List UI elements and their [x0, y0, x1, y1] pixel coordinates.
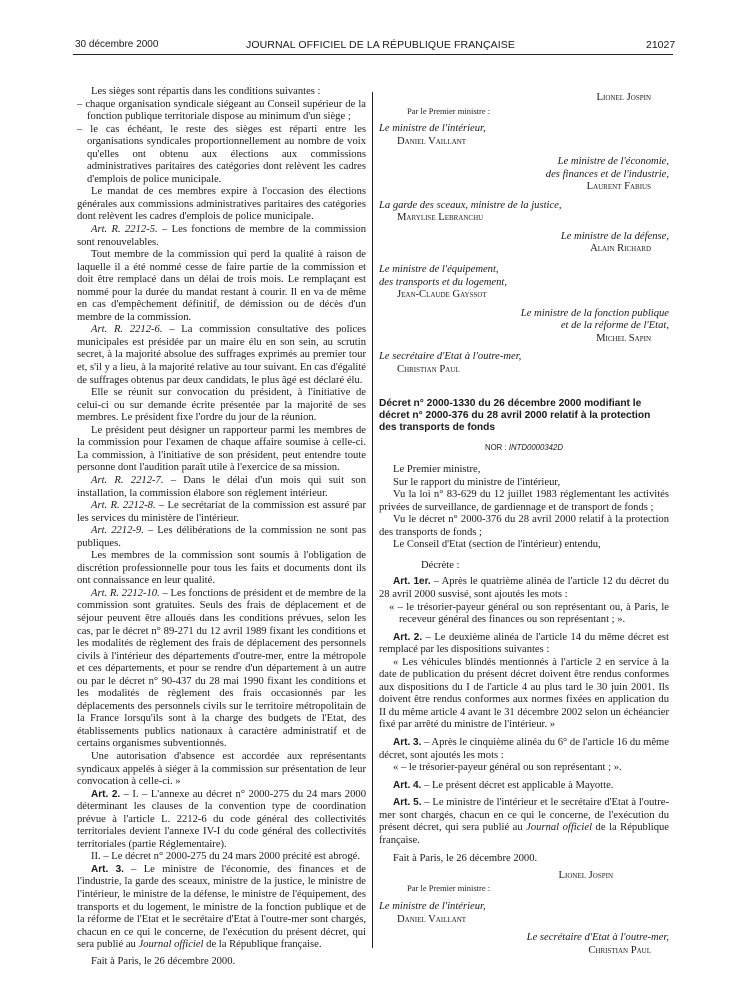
- paragraph: Vu le décret n° 2000-376 du 28 avril 2000 relatif à la protection des transports de fonds ;: [379, 514, 669, 538]
- article-text: de la République française.: [203, 939, 322, 951]
- header-rule: [73, 54, 673, 55]
- article-ref: Art. R. 2212-7.: [91, 474, 164, 486]
- signer-name: Daniel Vaillant: [397, 913, 467, 925]
- article-text: – Les fonctions de membre de la commission sont renouvelables.: [77, 224, 366, 248]
- article-text: – Le ministre de l'intérieur et le secrétaire d'Etat à l'outre-mer sont chargés, chacun en ce qui le concerne, de l'exécution du présent décret, qui sera publié au: [379, 797, 669, 834]
- signer-title: des finances et de l'industrie,: [545, 168, 669, 180]
- article-ref: Art. R. 2212-8.: [91, 500, 156, 512]
- article-text: – Après le quatrième alinéa de l'article 12 du décret du 28 avril 2000 susvisé, sont ajoutés les mots :: [379, 576, 669, 600]
- signer-title: Le ministre de l'intérieur,: [379, 901, 486, 912]
- article-text: – Le secrétariat de la commission est assuré par les services du ministère de l'intérieur.: [77, 500, 366, 524]
- done-at: Fait à Paris, le 26 décembre 2000.: [393, 853, 538, 865]
- article-2: [77, 789, 366, 852]
- done-at: Fait à Paris, le 26 décembre 2000.: [91, 955, 236, 967]
- article-2: [379, 632, 669, 657]
- paragraph: Tout membre de la commission qui perd la qualité à raison de laquelle il a été nommé cesse de faire partie de la commission et doit être remplacé dans un délai de trois mois. Le remplaçant est nommé pour la durée du mandat restant à courir. Il en va de même en cas d'empêchement définitif, de démission ou de décès d'un membre de la commission.: [77, 249, 366, 323]
- paragraph: Le Conseil d'Etat (section de l'intérieur) entendu,: [393, 539, 601, 551]
- nor-reference: [379, 442, 669, 455]
- signer-title: Le ministre de la défense,: [560, 230, 669, 242]
- article-text: – Le ministre de l'économie, des finances et de l'industrie, la garde des sceaux, ministre de la justice, le ministre de l'intérieur, le ministre de la défense, le ministre de l'équipement, des transports et du logement, le ministre de la fonction publique et de la réforme de l'Etat et le secrétaire d'Etat à l'outre-mer sont chargés, chacun en ce qui le concerne, de l'exécution du présent décret, qui sera publié au: [77, 863, 367, 951]
- left-column: [77, 86, 366, 968]
- paragraph: Le Premier ministre,: [393, 464, 481, 476]
- article-paragraph: [77, 324, 366, 387]
- signer-title: Le secrétaire d'Etat à l'outre-mer,: [379, 351, 522, 363]
- article-text: – Le présent décret est applicable à Mayotte.: [421, 779, 614, 791]
- article-text: – Dans le délai d'un mois qui suit son installation, la commission élabore son règlement intérieur.: [77, 474, 366, 499]
- paragraph: Les membres de la commission sont soumis à l'obligation de discrétion professionnelle pour tous les faits et documents dont ils ont connaissance en leur qualité.: [77, 550, 366, 587]
- article-lead: Art. 2.: [393, 631, 423, 643]
- column-separator: [372, 92, 373, 948]
- signer-title: et de la réforme de l'Etat,: [560, 320, 669, 332]
- header-date: 30 décembre 2000: [75, 39, 159, 50]
- signatures-block: [379, 92, 669, 376]
- signer-name: Jean-Claude Gayssot: [397, 289, 487, 301]
- right-column: [379, 92, 669, 957]
- signer-name: Lionel Jospin: [596, 92, 651, 103]
- nor-code: INTD0000342D: [508, 442, 563, 452]
- dash-item: – chaque organisation syndicale siégeant au Conseil supérieur de la fonction publique territoriale dispose au minimum d'un siège ;: [77, 98, 366, 123]
- article-paragraph: [77, 588, 366, 751]
- article-3: [379, 737, 669, 762]
- signer-name: Christian Paul: [588, 944, 651, 956]
- signer-title: Le ministre de la fonction publique: [520, 307, 669, 319]
- paragraph: Une autorisation d'absence est accordée aux représentants syndicaux appelés à siéger à la commission sur présentation de leur convocation à celle-ci. »: [77, 750, 366, 788]
- signer-name: Daniel Vaillant: [397, 135, 467, 147]
- signer-title: des transports et du logement,: [379, 276, 507, 288]
- quoted-text: « – le trésorier-payeur général ou son représentant ; ».: [393, 762, 622, 774]
- article-lead: Art. 5.: [393, 797, 422, 809]
- paragraph: Elle se réunit sur convocation du président, à l'initiative de celui-ci ou sur demande écrite présentée par la majorité de ses membres. Le président fixe l'ordre du jour de la réunion.: [77, 387, 366, 424]
- article-paragraph: [77, 500, 366, 525]
- signer-name: Christian Paul: [397, 363, 460, 375]
- quoted-text: « – le trésorier-payeur général ou son représentant ou, à Paris, le receveur général des finances ou son représentant ; ».: [389, 601, 669, 626]
- signer-title: La garde des sceaux, ministre de la justice,: [379, 199, 562, 211]
- signer-name: Lionel Jospin: [558, 869, 613, 881]
- article-text: – I. – L'annexe au décret n° 2000-275 du 24 mars 2000 déterminant les clauses de la convention type de coordination prévue à l'article L. 2212-6 du code général des collectivités territoriales devient l'annexe IV-I du code général des collectivités territoriales (partie Réglementaire).: [77, 788, 366, 850]
- article-text: – La commission consultative des polices municipales est présidée par un maire élu en son sein, au scrutin secret, à la majorité absolue des suffrages exprimés au premier tour et, s'il y a lieu, à la majorité relative au tour suivant. En cas d'égalité de suffrages obtenus par deux candidats, le plus âgé est déclaré élu.: [77, 324, 367, 386]
- page-header: [0, 0, 748, 51]
- article-1: [379, 576, 669, 601]
- article-text: – Les délibérations de la commission ne sont pas publiques.: [77, 525, 366, 549]
- article-ref: Art. R. 2212-6.: [91, 324, 163, 336]
- article-text: – Le deuxième alinéa de l'article 14 du même décret est remplacé par les dispositions suivantes :: [379, 631, 669, 656]
- paragraph: Le président peut désigner un rapporteur parmi les membres de la commission pour l'examen de chaque affaire soumise à celle-ci. La commission, à l'initiative de son président, peut entendre toute personne dont l'audition paraît utile à l'exercice de sa mission.: [77, 424, 366, 474]
- article-lead: Art. 4.: [393, 779, 422, 791]
- journal-title: JOURNAL OFFICIEL DE LA RÉPUBLIQUE FRANÇAISE: [246, 39, 515, 51]
- page-number: 21027: [646, 39, 676, 51]
- paragraph: II. – Le décret n° 2000-275 du 24 mars 2000 précité est abrogé.: [91, 851, 360, 863]
- nor-label: NOR :: [484, 442, 509, 452]
- article-lead: Art. 3.: [393, 736, 422, 748]
- article-5: [379, 797, 669, 847]
- dash-item: – le cas échéant, le reste des sièges est réparti entre les organisations syndicales proportionnellement au nombre de voix qu'elles ont obtenu aux élections aux commissions administratives paritaires des catégories dont relèvent les cadres d'emplois de police municipale.: [77, 123, 366, 185]
- signer-name: Marylise Lebranchu: [397, 212, 484, 224]
- decree-signatures: [379, 866, 669, 957]
- article-paragraph: [77, 224, 366, 249]
- article-3: [77, 864, 366, 952]
- article-ref: Art. R. 2212-5.: [91, 224, 158, 236]
- quoted-text: « Les véhicules blindés mentionnés à l'article 2 en service à la date de publication du présent décret doivent être rendus conformes aux dispositions du I de l'article 4 au plus tard le 30 juin 2001. Ils doivent être rendus conformes aux normes fixées en application du II du même article 4 avant le 31 décembre 2002 selon un échéancier fixé par arrêté du ministre de l'intérieur. »: [379, 656, 669, 731]
- article-4: [379, 780, 669, 793]
- signer-title: Le ministre de l'intérieur,: [379, 123, 486, 135]
- paragraph: Vu la loi n° 83-629 du 12 juillet 1983 réglementant les activités privées de surveillance, de gardiennage et de transport de fonds ;: [379, 489, 669, 513]
- signer-title: Le secrétaire d'Etat à l'outre-mer,: [526, 932, 669, 944]
- article-lead: Art. 1er.: [393, 576, 431, 588]
- journal-name: Journal officiel: [526, 822, 593, 834]
- article-text: – Les fonctions de président et de membre de la commission sont gratuites. Seuls des frais de déplacement et de séjour peuvent être alloués dans les conditions prévues, selon les cas, par le décret n° 89-271 du 12 avril 1989 fixant les conditions et les modalités de règlement des frais de déplacement des personnels civils à l'intérieur des départements d'outre-mer, entre la métropole et ces départements, et pour se rendre d'un département à un autre ou par le décret n° 90-437 du 28 mai 1990 fixant les conditions et les modalités de règlement des frais occasionnés par les déplacements des personnels civils sur le territoire métropolitain de la France lorsqu'ils sont à la charge des budgets de l'Etat, des établissements publics nationaux à caractère administratif et de certains organismes subventionnés.: [77, 587, 366, 750]
- paragraph: Le mandat de ces membres expire à l'occasion des élections générales aux commissions administratives paritaires des catégories dont relèvent les cadres d'emplois de police municipale.: [77, 186, 366, 223]
- article-paragraph: [77, 475, 366, 500]
- article-text: de la République française.: [379, 822, 669, 846]
- signer-by: Par le Premier ministre :: [407, 105, 491, 116]
- signer-name: Michel Sapin: [596, 332, 651, 344]
- decrees-heading: Décrète :: [421, 559, 460, 571]
- signer-name: Alain Richard: [590, 243, 651, 255]
- signer-name: Laurent Fabius: [586, 181, 651, 193]
- paragraph: Les sièges sont répartis dans les conditions suivantes :: [91, 86, 321, 97]
- signer-title: Le ministre de l'équipement,: [379, 264, 499, 276]
- paragraph: Sur le rapport du ministre de l'intérieur,: [393, 476, 561, 488]
- article-lead: Art. 3.: [91, 863, 124, 875]
- signer-by: Par le Premier ministre :: [407, 883, 491, 894]
- decree-title: Décret n° 2000-1330 du 26 décembre 2000 modifiant le décret n° 2000-376 du 28 avril 2000 relatif à la protection des transports de fonds: [379, 398, 651, 433]
- journal-name: Journal officiel: [138, 939, 204, 951]
- article-paragraph: [77, 525, 366, 550]
- article-ref: Art. R. 2212-10.: [91, 587, 160, 599]
- signer-title: Le ministre de l'économie,: [557, 156, 669, 168]
- article-lead: Art. 2.: [91, 788, 121, 800]
- article-text: – Après le cinquième alinéa du 6° de l'article 16 du même décret, sont ajoutés les mots :: [379, 736, 669, 761]
- article-ref: Art. 2212-9.: [91, 525, 144, 537]
